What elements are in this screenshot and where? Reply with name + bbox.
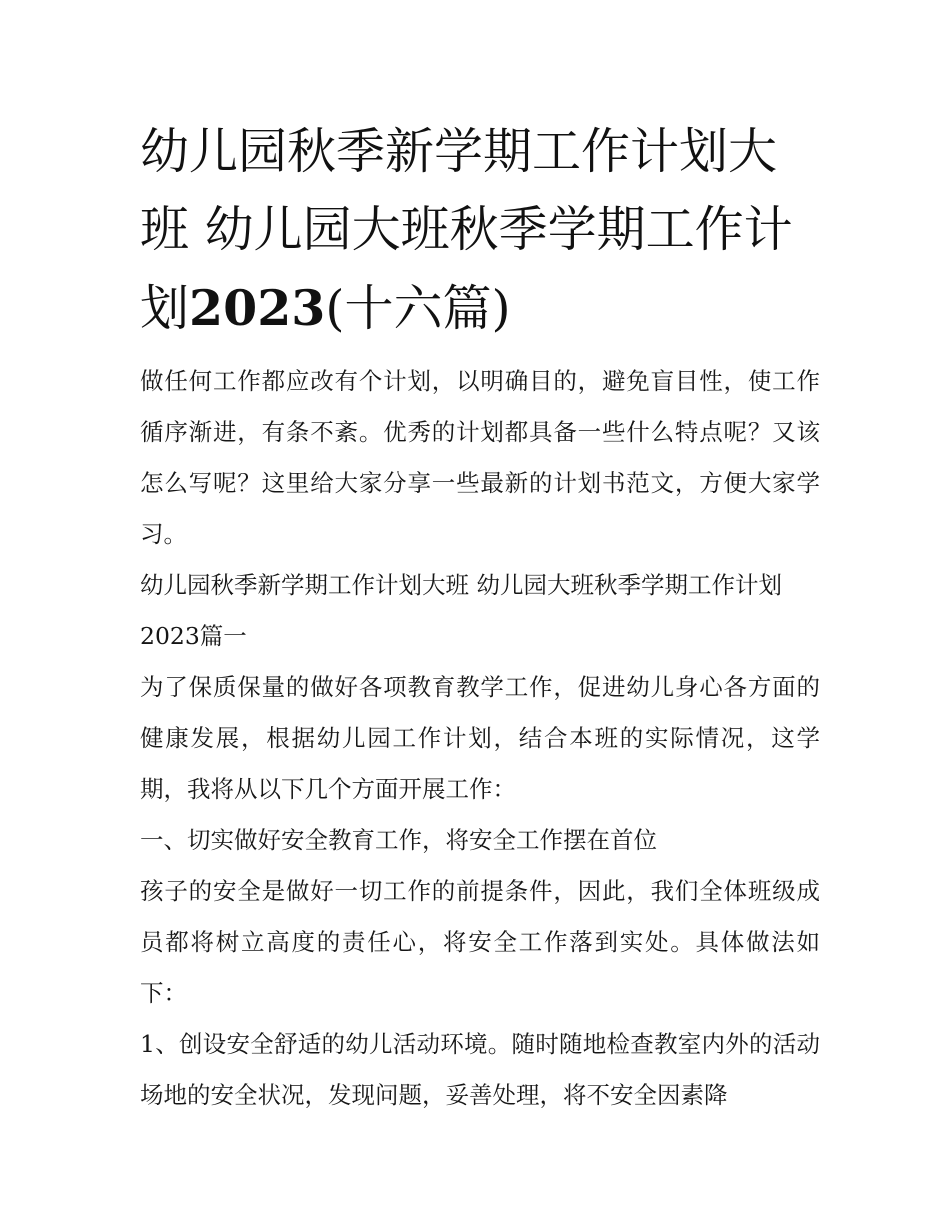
list-item-paragraph: 1、创设安全舒适的幼儿活动环境。随时随地检查教室内外的活动场地的安全状况，发现问题，妥善处理，将不安全因素降 bbox=[140, 1030, 820, 1109]
document-body bbox=[140, 356, 820, 1121]
section-heading: 幼儿园秋季新学期工作计划大班 幼儿园大班秋季学期工作计划2023篇一 bbox=[140, 571, 782, 650]
intro-paragraph: 做任何工作都应改有个计划，以明确目的，避免盲目性，使工作循序渐进，有条不紊。优秀的计划都具备一些什么特点呢？又该怎么写呢？这里给大家分享一些最新的计划书范文，方便大家学习。 bbox=[140, 367, 820, 548]
title-year: 2023 bbox=[189, 279, 326, 337]
body-paragraph: 孩子的安全是做好一切工作的前提条件，因此，我们全体班级成员都将树立高度的责任心，将安全工作落到实处。具体做法如下： bbox=[140, 877, 820, 1007]
document-title bbox=[140, 113, 820, 348]
body-paragraph: 为了保质保量的做好各项教育教学工作，促进幼儿身心各方面的健康发展，根据幼儿园工作计划，结合本班的实际情况，这学期，我将从以下几个方面开展工作： bbox=[140, 673, 820, 803]
title-text: 幼儿园秋季新学期工作计划大班 幼儿园大班秋季学期工作计划 bbox=[140, 123, 793, 337]
title-suffix: (十六篇) bbox=[325, 280, 511, 337]
subsection-heading: 一、切实做好安全教育工作，将安全工作摆在首位 bbox=[140, 826, 657, 854]
